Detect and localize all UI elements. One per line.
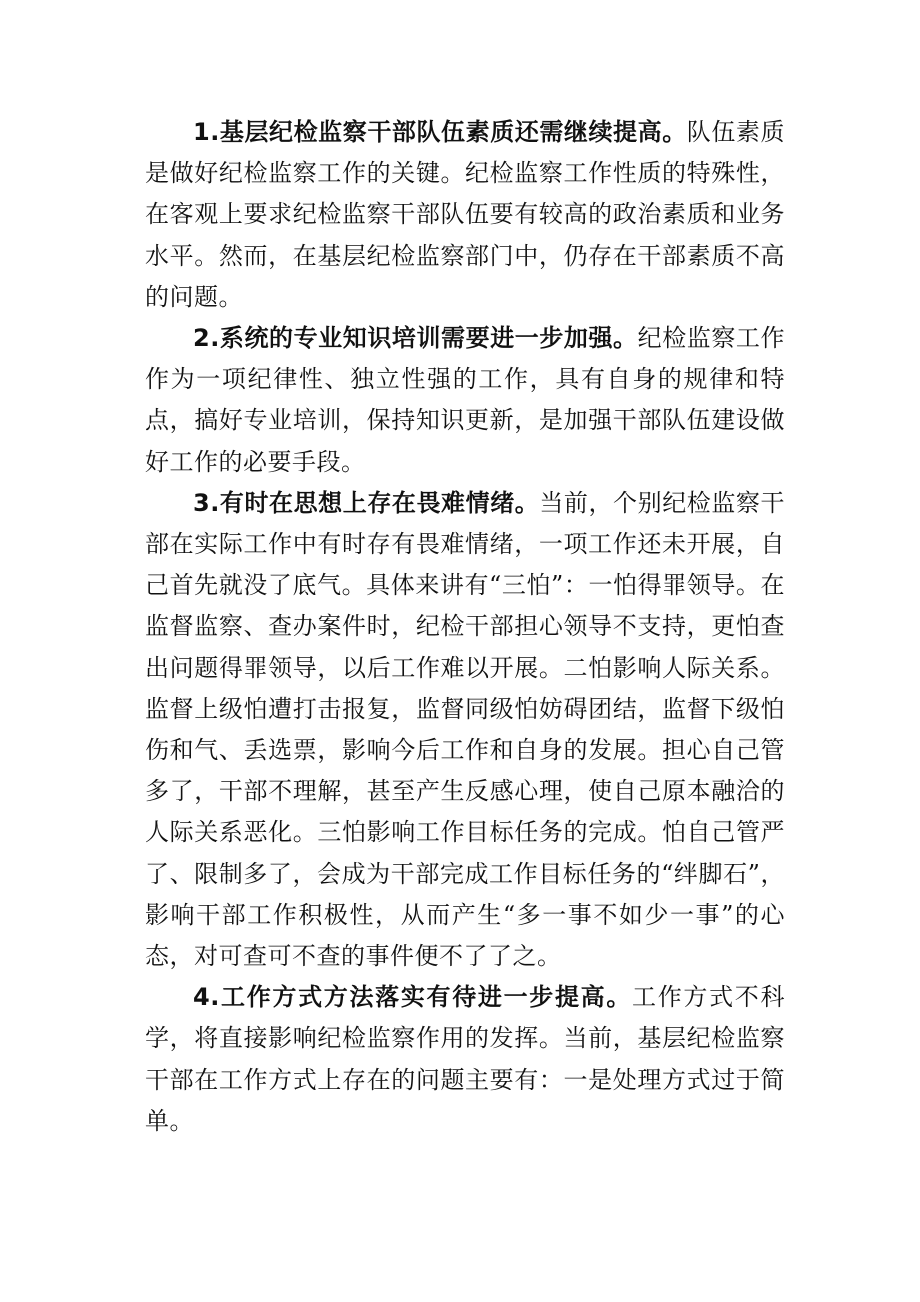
paragraph-1-heading: 1.基层纪检监察干部队伍素质还需继续提高。 <box>193 118 687 146</box>
document-body <box>145 112 785 1142</box>
paragraph-2-body: 纪检监察工作作为一项纪律性、独立性强的工作，具有自身的规律和特点，搞好专业培训，保持知识更新，是加强干部队伍建设做好工作的必要手段。 <box>145 324 785 476</box>
paragraph-3 <box>145 483 785 977</box>
paragraph-1-body: 队伍素质是做好纪检监察工作的关键。纪检监察工作性质的特殊性，在客观上要求纪检监察干部队伍要有较高的政治素质和业务水平。然而，在基层纪检监察部门中，仍存在干部素质不高的问题。 <box>145 118 785 311</box>
paragraph-4-heading: 4.工作方式方法落实有待进一步提高。 <box>193 983 633 1012</box>
paragraph-3-heading: 3.有时在思想上存在畏难情绪。 <box>193 488 540 517</box>
paragraph-4 <box>145 977 785 1142</box>
paragraph-1 <box>145 112 785 318</box>
paragraph-2-heading: 2.系统的专业知识培训需要进一步加强。 <box>193 324 638 353</box>
paragraph-2 <box>145 318 785 483</box>
paragraph-3-body: 当前，个别纪检监察干部在实际工作中有时存有畏难情绪，一项工作还未开展，自己首先就没了底气。具体来讲有“三怕”：一怕得罪领导。在监督监察、查办案件时，纪检干部担心领导不支持，更怕查出问题得罪领导，以后工作难以开展。二怕影响人际关系。监督上级怕遭打击报复，监督同级怕妨碍团结，监督下级怕伤和气、丢选票，影响今后工作和自身的发展。担心自己管多了，干部不理解，甚至产生反感心理，使自己原本融洽的人际关系恶化。三怕影响工作目标任务的完成。怕自己管严了、限制多了，会成为干部完成工作目标任务的“绊脚石”，影响干部工作积极性，从而产生“多一事不如少一事”的心态，对可查可不查的事件便不了了之。 <box>145 488 785 971</box>
paragraph-4-body: 工作方式不科学，将直接影响纪检监察作用的发挥。当前，基层纪检监察干部在工作方式上存在的问题主要有：一是处理方式过于简单。 <box>145 983 785 1135</box>
